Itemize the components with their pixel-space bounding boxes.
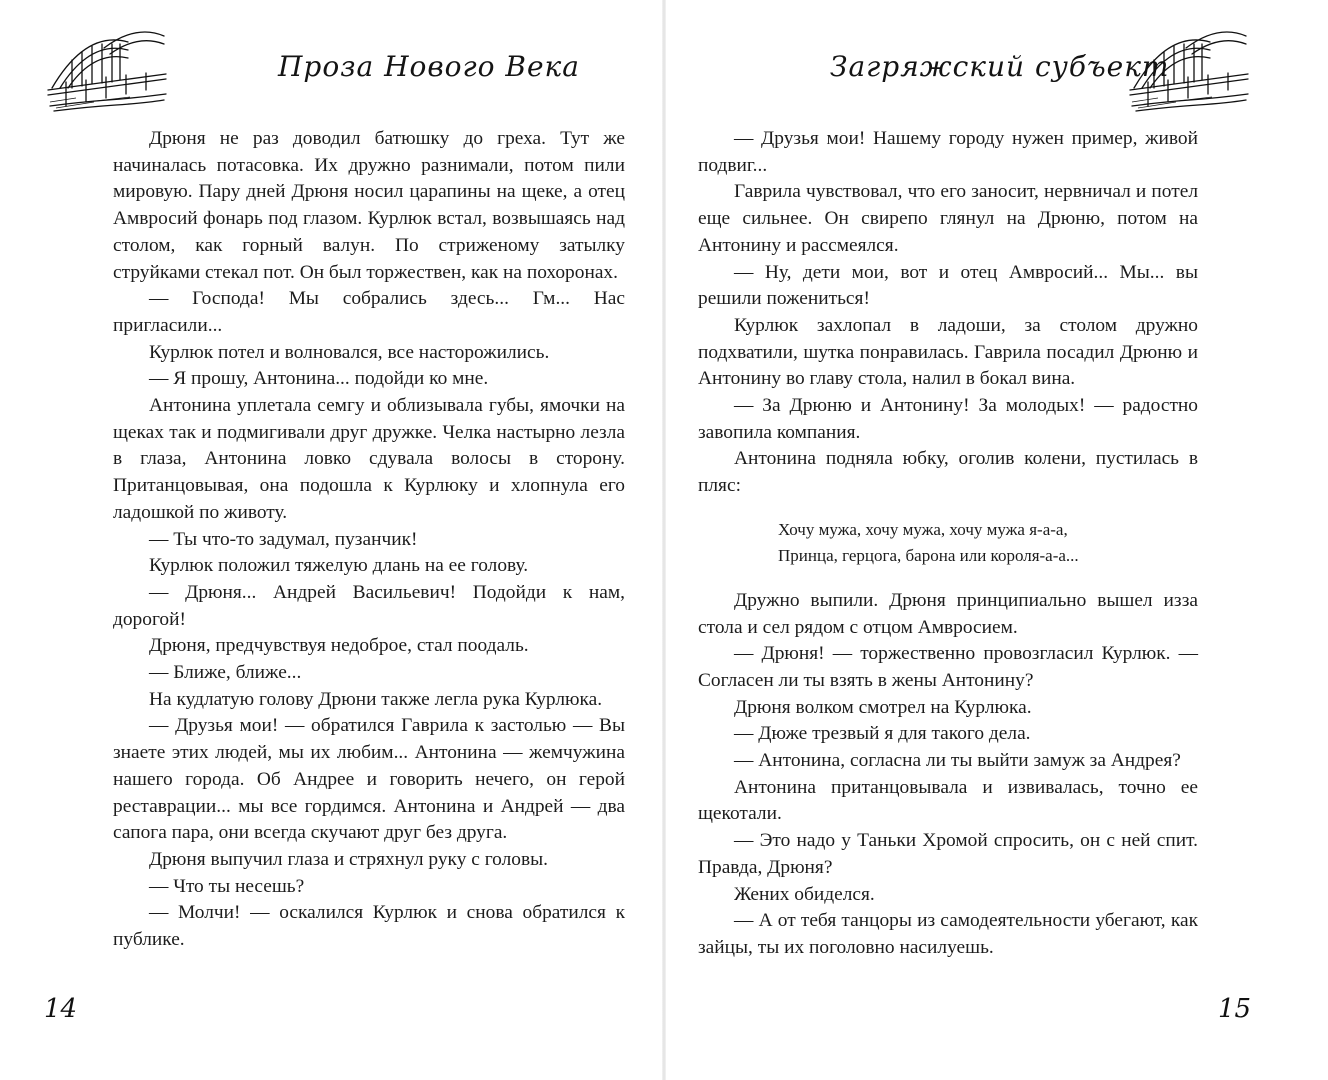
paragraph: Курлюк положил тяжелую длань на ее голову.	[149, 555, 529, 577]
paragraph: — Дюже трезвый я для такого дела.	[734, 723, 1031, 745]
left-page-number: 14	[44, 994, 78, 1024]
right-page-number: 15	[1218, 994, 1252, 1024]
paragraph: Курлюк захлопал в ладоши, за столом дружно подхватили, шутка понравилась. Гаврила посадил Дрюню и Антонину во главу стола, налил в бокал вина.	[698, 314, 1198, 390]
paragraph: Дрюня выпучил глаза и стряхнул руку с головы.	[149, 848, 549, 870]
paragraph: — Господа! Мы собрались здесь... Гм... Нас пригласили...	[113, 288, 625, 336]
paragraph: — Я прошу, Антонина... подойди ко мне.	[149, 368, 489, 390]
paragraph: — Дрюня! — торжественно провозгласил Курлюк. — Согласен ли ты взять в жены Антонину?	[698, 643, 1198, 691]
paragraph: Дружно выпили. Дрюня принципиально вышел изза стола и сел рядом с отцом Амвросием.	[698, 589, 1198, 638]
left-running-head: Проза Нового Века	[278, 50, 580, 83]
paragraph: — Что ты несешь?	[149, 875, 305, 897]
paragraph: — Антонина, согласна ли ты выйти замуж за Андрея?	[734, 750, 1181, 772]
paragraph: Антонина подняла юбку, оголив колени, пустилась в пляс:	[698, 448, 1198, 497]
paragraph: — Молчи! — оскалился Курлюк и снова обратился к публике.	[113, 902, 625, 951]
paragraph: — Ну, дети мои, вот и отец Амвросий... Мы... вы решили пожениться!	[698, 261, 1198, 310]
right-text-block	[698, 126, 1198, 962]
paragraph: — Дрюня... Андрей Васильевич! Подойди к нам, дорогой!	[113, 581, 625, 630]
right-running-head: Загряжский субъект	[830, 50, 1170, 83]
paragraph: — За Дрюню и Антонину! За молодых! — радостно завопила компания.	[698, 395, 1198, 443]
bridge-sketch-icon	[46, 22, 170, 114]
paragraph: Гаврила чувствовал, что его заносит, нервничал и потел еще сильнее. Он свирепо глянул на Дрюню, потом на Антонину и рассмеялся.	[698, 181, 1198, 256]
paragraph: Курлюк потел и волновался, все насторожились.	[149, 341, 550, 363]
verse-line: Принца, герцога, барона или короля-а-а...	[778, 545, 1079, 565]
paragraph: Дрюня, предчувствуя недоброе, стал поодаль.	[149, 635, 529, 657]
right-page	[664, 0, 1328, 1080]
paragraph: Дрюня волком смотрел на Курлюка.	[734, 696, 1032, 718]
paragraph: Жених обиделся.	[734, 883, 875, 905]
paragraph: Антонина пританцовывала и извивалась, точно ее щекотали.	[698, 776, 1198, 825]
paragraph: — А от тебя танцоры из самодеятельности убегают, как зайцы, ты их поголовно насилуешь.	[698, 910, 1198, 958]
paragraph: — Ты что-то задумал, пузанчик!	[149, 528, 418, 550]
paragraph: На кудлатую голову Дрюни также легла рука Курлюка.	[149, 688, 603, 710]
bridge-sketch-icon	[1128, 22, 1252, 114]
paragraph: Антонина уплетала семгу и облизывала губы, ямочки на щеках так и подмигивали друг дружке. Челка настырно лезла в глаза, Антонина ловко сдувала волосы в сторону. Пританцовывая, она подошла к Курлюку и хлопнула его ладошкой по животу.	[113, 395, 625, 523]
paragraph: — Друзья мои! — обратился Гаврила к застолью — Вы знаете этих людей, мы их любим... Антонина — жемчужина нашего города. Об Андрее и говорить нечего, он герой реставрации... мы все гордимся. Антонина и Андрей — два сапога пара, они всегда скучают друг без друга.	[113, 715, 625, 844]
song-verse	[778, 517, 1198, 569]
verse-line: Хочу мужа, хочу мужа, хочу мужа я-а-а,	[778, 519, 1068, 539]
left-text-block	[113, 126, 625, 954]
paragraph: — Друзья мои! Нашему городу нужен пример, живой подвиг...	[698, 128, 1198, 176]
paragraph: Дрюня не раз доводил батюшку до греха. Тут же начиналась потасовка. Их дружно разнимали, потом пили мировую. Пару дней Дрюня носил царапины на щеке, а отец Амвросий фонарь под глазом. Курлюк встал, возвышаясь над столом, как горный валун. По стриженому затылку струйками стекал пот. Он был торжествен, как на похоронах.	[113, 128, 625, 283]
paragraph: — Это надо у Таньки Хромой спросить, он с ней спит. Правда, Дрюня?	[698, 830, 1198, 878]
paragraph: — Ближе, ближе...	[149, 662, 302, 684]
